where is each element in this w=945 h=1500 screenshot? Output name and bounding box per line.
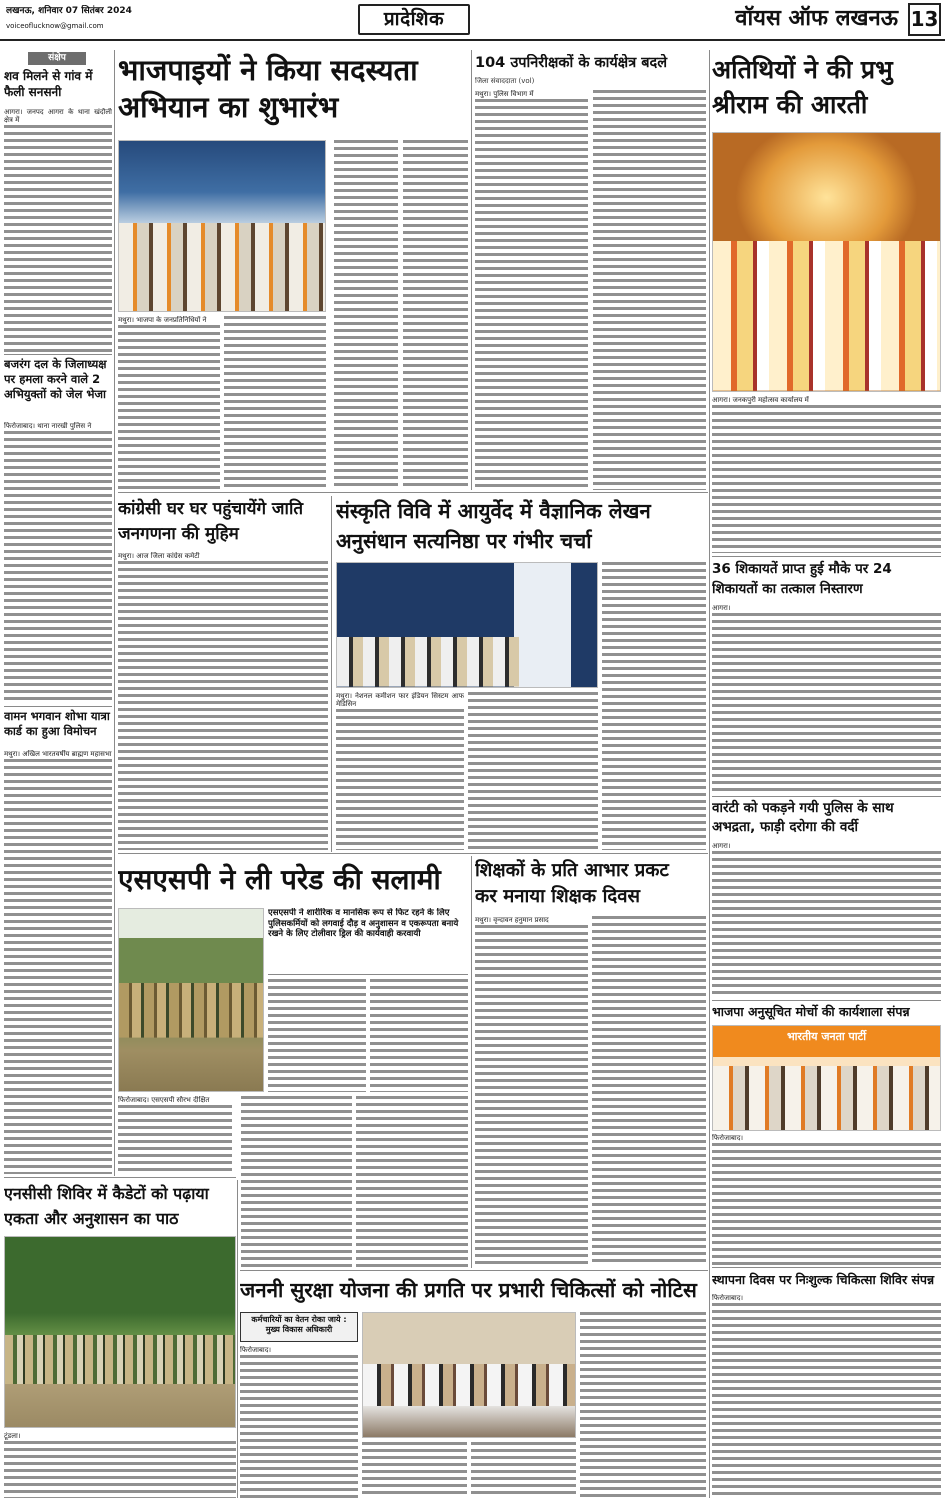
- headline-line: एसएसपी ने ली परेड की सलामी: [118, 863, 441, 896]
- headline-line: अतिथियों ने की प्रभु: [712, 55, 893, 84]
- body-text: [712, 1303, 941, 1498]
- body-text: [268, 979, 366, 1092]
- article-lead: आगरा। जनकपुरी महोत्सव कार्यालय में: [712, 396, 809, 404]
- article-headline: [475, 858, 706, 912]
- article-subhead: एसएसपी ने शारीरिक व मानसिक रूप से फिट रहने के लिए पुलिसकर्मियों को लगवाई दौड़ व अनुशासन व एकरूपता बनाये रखने के लिए टोलीवार ड्रिल की कार्यवाही करवायी: [268, 908, 468, 975]
- section-divider: [4, 354, 112, 355]
- headline-line: अनुसंधान सत्यनिष्ठा पर गंभीर चर्चा: [336, 529, 592, 553]
- article-body: [712, 1134, 941, 1265]
- headline-line: 36 शिकायतें प्राप्त हुई मौके पर 24: [712, 561, 892, 577]
- body-text: [468, 692, 598, 850]
- article-photo: [362, 1312, 576, 1438]
- body-text: [241, 1096, 352, 1267]
- article-headline: [118, 858, 468, 904]
- body-text: [403, 140, 468, 490]
- section-divider: [118, 492, 708, 493]
- article-body: [471, 1442, 576, 1498]
- body-text: [118, 561, 328, 850]
- brief-headline: वामन भगवान शोभा यात्रा कार्ड का हुआ विमोचन: [4, 709, 110, 738]
- headline-line: अभियान का शुभारंभ: [118, 90, 339, 124]
- article-lead: फिरोजाबाद।: [712, 1134, 744, 1142]
- section-divider: [4, 1177, 236, 1178]
- brief-headline: बजरंग दल के जिलाध्यक्ष पर हमला करने वाले 2 अभियुक्तों को जेल भेजा: [4, 357, 107, 401]
- column-divider: [709, 50, 710, 1498]
- headline-line: भाजपा अनुसूचित मोर्चो की कार्यशाला संपन्न: [712, 1004, 910, 1019]
- section-divider: [240, 1270, 708, 1271]
- column-divider: [331, 496, 332, 852]
- brief-lead: आगरा। जनपद आगरा के थाना खंदौली क्षेत्र में: [4, 108, 112, 124]
- article-lead: आगरा।: [712, 604, 731, 612]
- headline-line: कांग्रेसी घर घर पहुंचायेंगे जाति: [118, 499, 304, 519]
- body-text: [712, 405, 941, 553]
- section-divider: [712, 1000, 941, 1001]
- headline-line: अभद्रता, फाड़ी दरोगा की वर्दी: [712, 819, 859, 835]
- brief-body: [4, 750, 112, 1174]
- headline-line: एकता और अनुशासन का पाठ: [4, 1209, 179, 1228]
- body-text: [334, 140, 398, 490]
- article-body: [118, 1096, 232, 1175]
- briefs-label: संक्षेप: [28, 52, 86, 65]
- article-lead: फिरोजाबाद। एसएसपी सौरभ दीक्षित: [118, 1096, 210, 1104]
- column-divider: [114, 50, 115, 1176]
- headline-line: वारंटी को पकड़ने गयी पुलिस के साथ: [712, 800, 894, 816]
- article-body: [712, 842, 941, 998]
- dateline: लखनऊ, शनिवार 07 सितंबर 2024: [6, 6, 132, 16]
- headline-line: श्रीराम की आरती: [712, 90, 868, 119]
- article-body: [118, 552, 328, 850]
- article-lead: मथुरा। आज जिला कांग्रेस कमेटी: [118, 552, 200, 560]
- section-divider: [4, 706, 112, 707]
- article-photo: [4, 1236, 236, 1428]
- section-divider: [712, 1267, 941, 1268]
- brief-body: [4, 108, 112, 352]
- article-headline: [475, 54, 707, 74]
- section-label: प्रादेशिक: [358, 4, 470, 35]
- headline-line: 104 उपनिरीक्षकों के कार्यक्षेत्र बदले: [475, 55, 668, 71]
- article-headline: [4, 1181, 236, 1233]
- article-body: [224, 316, 326, 490]
- article-photo: [118, 140, 326, 312]
- article-body: [593, 90, 706, 490]
- body-text: [4, 759, 112, 1174]
- body-text: [336, 709, 464, 850]
- article-sidebox: कर्मचारियों का वेतन रोका जाये : मुख्य विकास अधिकारी: [240, 1312, 358, 1342]
- article-lead: आगरा।: [712, 842, 731, 850]
- body-text: [4, 125, 112, 352]
- section-divider: [712, 796, 941, 797]
- body-text: [712, 851, 941, 998]
- headline-line: जननी सुरक्षा योजना की प्रगति पर प्रभारी चिकित्सों को नोटिस: [240, 1278, 697, 1302]
- body-text: [475, 99, 588, 490]
- article-body: [712, 1294, 941, 1498]
- photo-banner-text: भारतीय जनता पार्टी: [786, 1030, 867, 1043]
- article-photo: [118, 908, 264, 1092]
- article-lead: मथुरा। भाजपा के जनप्रतिनिधियों ने: [118, 316, 207, 324]
- headline-line: शिकायतों का तत्काल निस्तारण: [712, 581, 863, 597]
- article-body: [356, 1096, 468, 1267]
- body-text: [471, 1442, 576, 1498]
- brief-body: [4, 422, 112, 704]
- article-body: [712, 396, 941, 553]
- article-photo: [336, 562, 598, 688]
- article-body: [118, 316, 220, 490]
- article-lead: टूंडला।: [4, 1432, 21, 1440]
- column-divider: [237, 1180, 238, 1498]
- article-headline: [712, 799, 941, 839]
- body-text: [356, 1096, 468, 1267]
- article-headline: [712, 52, 941, 128]
- headline-line: एनसीसी शिविर में कैडेटों को पढ़ाया: [4, 1184, 209, 1203]
- headline-line: जनगणना की मुहिम: [118, 524, 239, 544]
- body-text: [370, 979, 468, 1092]
- article-body: [4, 1432, 236, 1498]
- article-body: [592, 916, 706, 1266]
- article-lead: मथुरा। पुलिस विभाग में: [475, 90, 534, 98]
- article-headline: [712, 559, 941, 601]
- contact-email: voiceoflucknow@gmail.com: [6, 22, 104, 30]
- body-text: [580, 1312, 706, 1498]
- article-body: [362, 1442, 467, 1498]
- column-divider: [471, 50, 472, 490]
- body-text: [362, 1442, 467, 1498]
- article-photo: [712, 1025, 941, 1131]
- headline-line: भाजपाइयों ने किया सदस्यता: [118, 53, 418, 87]
- headline-line: कर मनाया शिक्षक दिवस: [475, 886, 640, 907]
- article-body: [468, 692, 598, 850]
- brief-lead: मथुरा। अखिल भारतवर्षीय ब्राह्मण महासभा: [4, 750, 112, 758]
- body-text: [592, 916, 706, 1266]
- body-text: [593, 90, 706, 490]
- body-text: [602, 562, 706, 850]
- header-rule: [0, 39, 945, 41]
- article-body: [240, 1346, 358, 1498]
- article-body: [602, 562, 706, 850]
- article-lead: फिरोजाबाद।: [240, 1346, 272, 1354]
- body-text: [118, 1105, 232, 1175]
- article-body: [712, 604, 941, 793]
- article-body: [403, 140, 468, 490]
- headline-line: शिक्षकों के प्रति आभार प्रकट: [475, 860, 669, 881]
- article-lead: मथुरा। वृन्दावन हनुमान प्रसाद: [475, 916, 549, 924]
- headline-line: स्थापना दिवस पर निःशुल्क चिकित्सा शिविर संपन्न: [712, 1272, 935, 1287]
- headline-line: संस्कृति विवि में आयुर्वेद में वैज्ञानिक लेखन: [336, 499, 651, 523]
- article-body: [580, 1312, 706, 1498]
- brief-headline: शव मिलने से गांव में फैली सनसनी: [4, 69, 93, 99]
- article-body: [475, 90, 588, 490]
- body-text: [240, 1355, 358, 1498]
- article-headline: [712, 1002, 941, 1022]
- article-lead: मथुरा। नेशनल कमीशन फार इंडियन सिस्टम आफ मेडिसिन: [336, 692, 464, 708]
- body-text: [118, 325, 220, 490]
- article-body: [241, 1096, 352, 1267]
- article-body: [475, 916, 588, 1266]
- section-divider: [118, 853, 708, 854]
- page-number: 13: [908, 3, 941, 36]
- article-headline: [118, 52, 468, 136]
- article-headline: [712, 1270, 941, 1290]
- article-photo: [712, 132, 941, 392]
- article-byline: जिला संवाददाता (vol): [475, 77, 535, 85]
- article-body: [370, 979, 468, 1092]
- article-headline: [336, 496, 706, 558]
- masthead: वॉयस ऑफ लखनऊ: [735, 6, 898, 31]
- article-body: [334, 140, 398, 490]
- brief-lead: फिरोजाबाद। थाना नारखी पुलिस ने: [4, 422, 92, 430]
- body-text: [4, 431, 112, 704]
- body-text: [224, 316, 326, 490]
- body-text: [712, 1143, 941, 1265]
- body-text: [475, 925, 588, 1266]
- body-text: [4, 1441, 236, 1498]
- article-lead: फिरोजाबाद।: [712, 1294, 744, 1302]
- body-text: [712, 613, 941, 793]
- article-body: [268, 979, 366, 1092]
- article-body: [336, 692, 464, 850]
- article-headline: [118, 497, 330, 549]
- section-divider: [712, 556, 941, 557]
- column-divider: [471, 856, 472, 1268]
- article-headline: [240, 1273, 706, 1309]
